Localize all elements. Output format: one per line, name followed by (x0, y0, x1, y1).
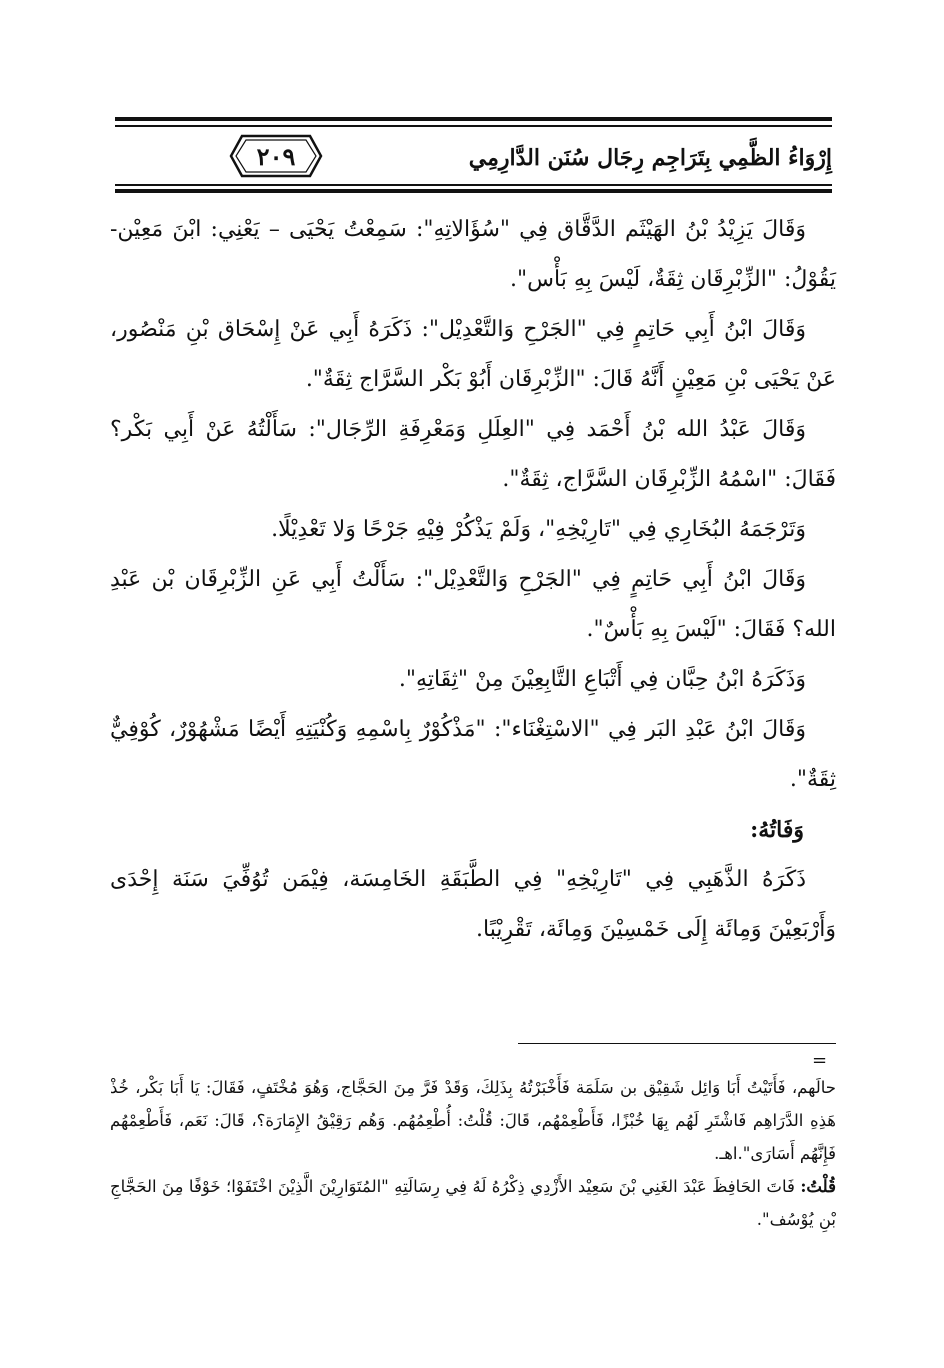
page-number: ٢٠٩ (256, 141, 296, 171)
footnote-1: حالَهم، فَأَتَيْتُ أَبَا وَائِل شَقِيْق بن سَلَمَة فَأَخْبَرْتُهُ بِذَلِكَ، وَقَدْ فَرَّ مِنَ الحَجَّاج، وَهُوَ مُخْتَفٍ، فَقَالَ: يَا أَبَا بَكْر، خُذْ هَذِهِ الدَّرَاهِم فَاشْتَرِ لَهُم بِهَا خُبْزًا، فَأَطْعِمْهُم، قَالَ: قُلْتُ: أُطْعِمُهُم. وَهُم رَقِيْقُ الإِمَارَة؟، قَالَ: نَعَم، فَأَطْعِمْهُم فَإِنَّهُم أَسَارَى".اهـ. (110, 1078, 836, 1163)
paragraph-7: وَقَالَ ابْنُ عَبْدِ البَر فِي "الاسْتِغْنَاء": "مَذْكُوْرٌ بِاسْمِهِ وَكُنْيَتِهِ أَيْضًا مَشْهُوْرٌ، كُوْفِيٌّ ثِقَةٌ". (110, 717, 836, 792)
paragraph-3: وَقَالَ عَبْدُ الله بْنُ أَحْمَد فِي "العِلَلِ وَمَعْرِفَةِ الرِّجَال": سَأَلْتُهُ عَنْ أَبِي بَكْر؟ فَقَالَ: "اسْمُهُ الزِّبْرِقَان السَّرَّاج، ثِقَةٌ". (110, 417, 836, 492)
paragraph-1: وَقَالَ يَزِيْدُ بْنُ الهَيْثَم الدَّقَّاق فِي "سُؤَالاتِهِ": سَمِعْتُ يَحْيَى – يَعْنِي: ابْنَ مَعِيْن- يَقُوْلُ: "الزِّبْرِقَان ثِقَةٌ، لَيْسَ بِهِ بَأْس". (110, 217, 836, 292)
footnote-2-lead: قُلْتُ: (800, 1177, 836, 1196)
paragraph-8: ذَكَرَهُ الذَّهَبِي فِي "تَارِيْخِهِ" فِي الطَّبَقَةِ الخَامِسَة، فِيْمَن تُوُفِّيَ سَنَة إِحْدَى وَأَرْبَعِيْنَ وَمِائَة إِلَى خَمْسِيْنَ وَمِائَة، تَقْرِيْبًا. (110, 867, 836, 942)
main-text (110, 205, 836, 955)
paragraph-6: وَذَكَرَهُ ابْنُ حِبَّان فِي أَتْبَاعِ التَّابِعِيْنَ مِنْ "ثِقَاتِهِ". (398, 667, 806, 692)
footnotes (110, 1071, 836, 1236)
header-rule-bottom-thin (115, 184, 832, 186)
section-heading-death: وَفَاتُهُ: (750, 817, 804, 843)
header-rule-bottom-thick (115, 189, 832, 193)
footnote-2 (110, 1170, 836, 1236)
running-title: إِرْوَاءُ الظَّمِي بِتَرَاجِم رِجَال سُنَن الدَّارِمِي (468, 145, 832, 171)
header-rule-top-thin (115, 125, 832, 127)
header-rule-top-thick (115, 117, 832, 121)
paragraph-4: وَتَرْجَمَهُ البُخَارِي فِي "تَارِيْخِهِ"، وَلَمْ يَذْكُرْ فِيْهِ جَرْحًا وَلا تَعْدِيْلًا. (271, 517, 806, 542)
paragraph-5: وَقَالَ ابْنُ أَبِي حَاتِمٍ فِي "الجَرْحِ وَالتَّعْدِيْل": سَأَلْتُ أَبِي عَنِ الزِّبْرِقَان بْن عَبْدِ الله؟ فَقَالَ: "لَيْسَ بِهِ بَأْسٌ". (110, 567, 836, 642)
paragraph-2: وَقَالَ ابْنُ أَبِي حَاتِمٍ فِي "الجَرْحِ وَالتَّعْدِيْل": ذَكَرَهُ أَبِي عَنْ إِسْحَاق بْنِ مَنْصُور، عَنْ يَحْيَى بْنِ مَعِيْنٍ أَنَّهُ قَالَ: "الزِّبْرِقَان أَبُوْ بَكْر السَّرَّاج ثِقَةٌ". (110, 317, 836, 392)
footnote-separator (518, 1043, 836, 1044)
footnote-2-text: فَاتَ الحَافِظَ عَبْدَ الغَنِي بْنَ سَعِيْد الأَزْدِي ذِكْرُهُ لَهُ فِي رِسَالَتِهِ "المُتَوَارِيْنَ الَّذِيْنَ اخْتَفَوْا؛ خَوْفًا مِنَ الحَجَّاجِ بْنِ يُوْسُف". (110, 1177, 836, 1229)
footnote-continuation-mark: = (812, 1050, 828, 1071)
